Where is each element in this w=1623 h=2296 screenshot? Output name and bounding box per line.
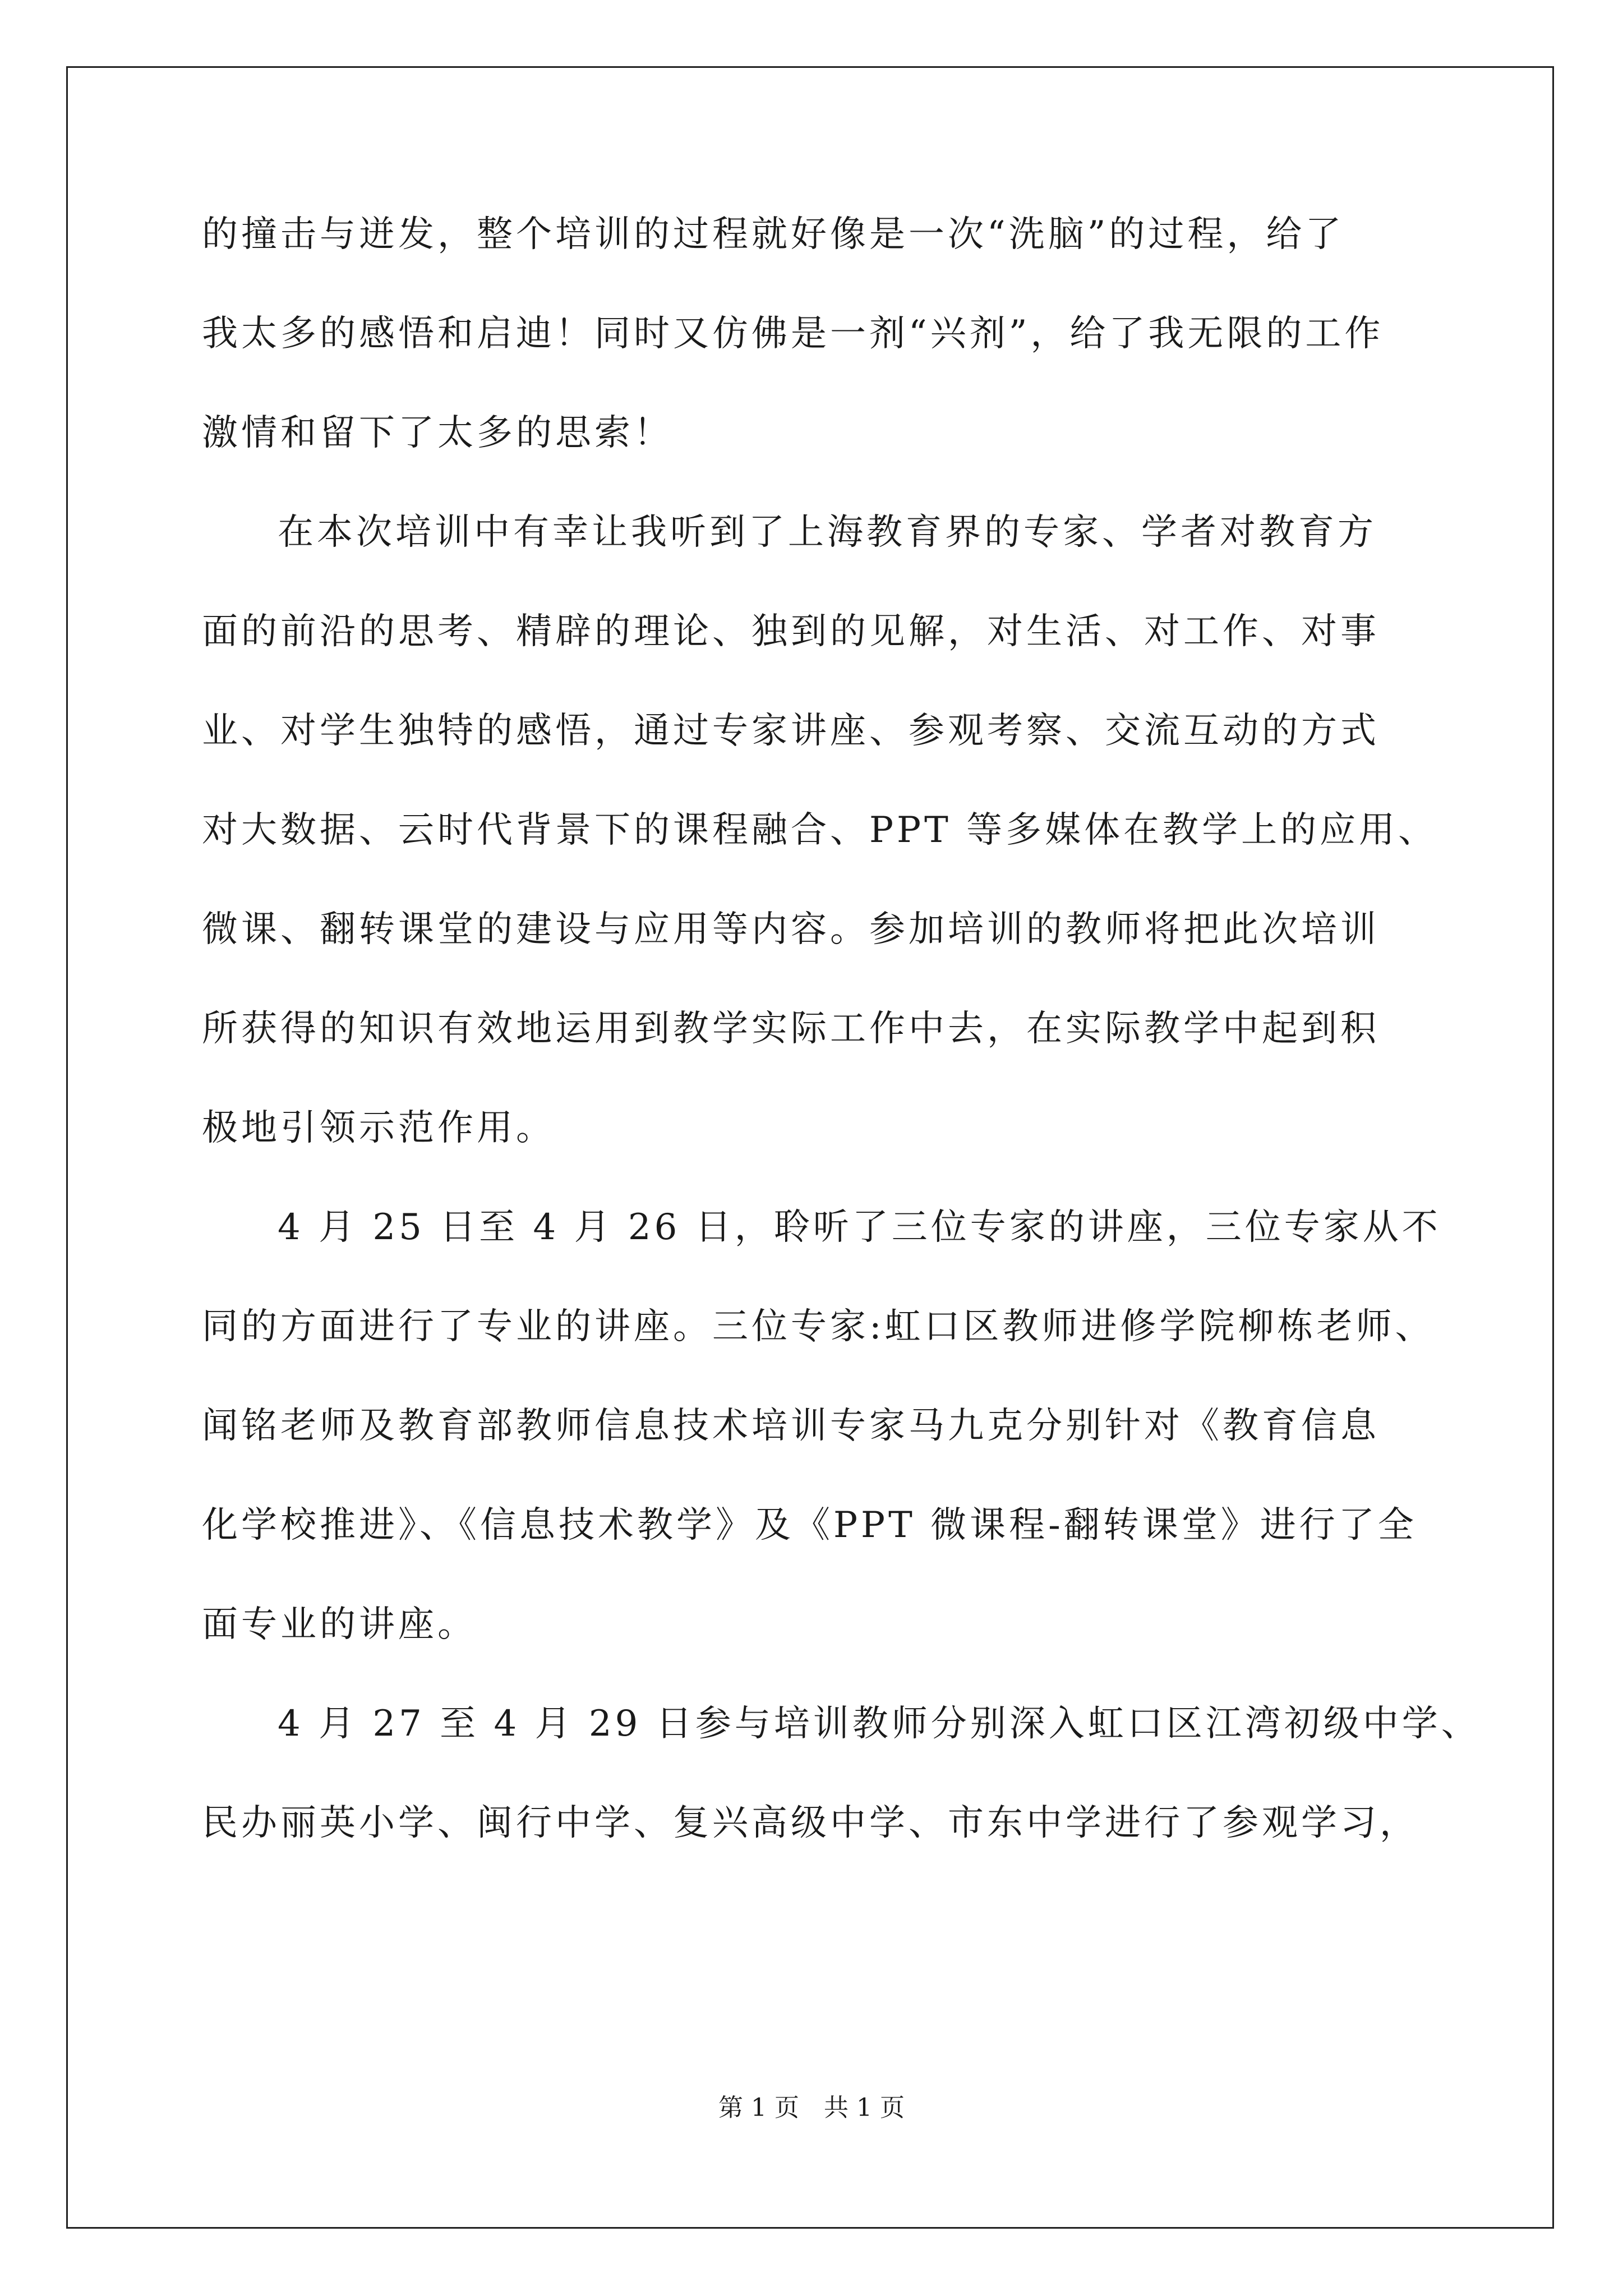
text-line: 所获得的知识有效地运用到教学实际工作中去，在实际教学中起到积 <box>202 1008 1380 1050</box>
text-line: 激情和留下了太多的思索！ <box>202 412 673 454</box>
page-number-footer: 第 1 页 共 1 页 <box>718 2093 905 2122</box>
paragraph-start-line: 4 月 25 日至 4 月 26 日，聆听了三位专家的讲座，三位专家从不 <box>278 1207 1441 1248</box>
text-line: 面专业的讲座。 <box>202 1604 477 1645</box>
text-line: 面的前沿的思考、精辟的理论、独到的见解，对生活、对工作、对事 <box>202 611 1380 652</box>
text-line: 民办丽英小学、闽行中学、复兴高级中学、市东中学进行了参观学习， <box>202 1802 1419 1844</box>
text-line: 极地引领示范作用。 <box>202 1107 555 1149</box>
text-line: 业、对学生独特的感悟，通过专家讲座、参观考察、交流互动的方式 <box>202 710 1380 752</box>
paragraph-start-line: 在本次培训中有幸让我听到了上海教育界的专家、学者对教育方 <box>278 512 1377 553</box>
text-line: 同的方面进行了专业的讲座。三位专家:虹口区教师进修学院柳栋老师、 <box>202 1306 1435 1347</box>
text-line: 对大数据、云时代背景下的课程融合、PPT 等多媒体在教学上的应用、 <box>202 809 1438 851</box>
text-line: 微课、翻转课堂的建设与应用等内容。参加培训的教师将把此次培训 <box>202 909 1380 950</box>
paragraph-start-line: 4 月 27 至 4 月 29 日参与培训教师分别深入虹口区江湾初级中学、 <box>278 1703 1481 1745</box>
text-line: 闻铭老师及教育部教师信息技术培训专家马九克分别针对《教育信息 <box>202 1405 1380 1447</box>
text-line: 的撞击与迸发，整个培训的过程就好像是一次“洗脑”的过程，给了 <box>202 214 1345 255</box>
text-line: 化学校推进》、《信息技术教学》及《PPT 微课程-翻转课堂》进行了全 <box>202 1504 1417 1546</box>
document-body <box>202 185 1481 1873</box>
text-line: 我太多的感悟和启迪！同时又仿佛是一剂“兴剂”，给了我无限的工作 <box>202 313 1384 355</box>
